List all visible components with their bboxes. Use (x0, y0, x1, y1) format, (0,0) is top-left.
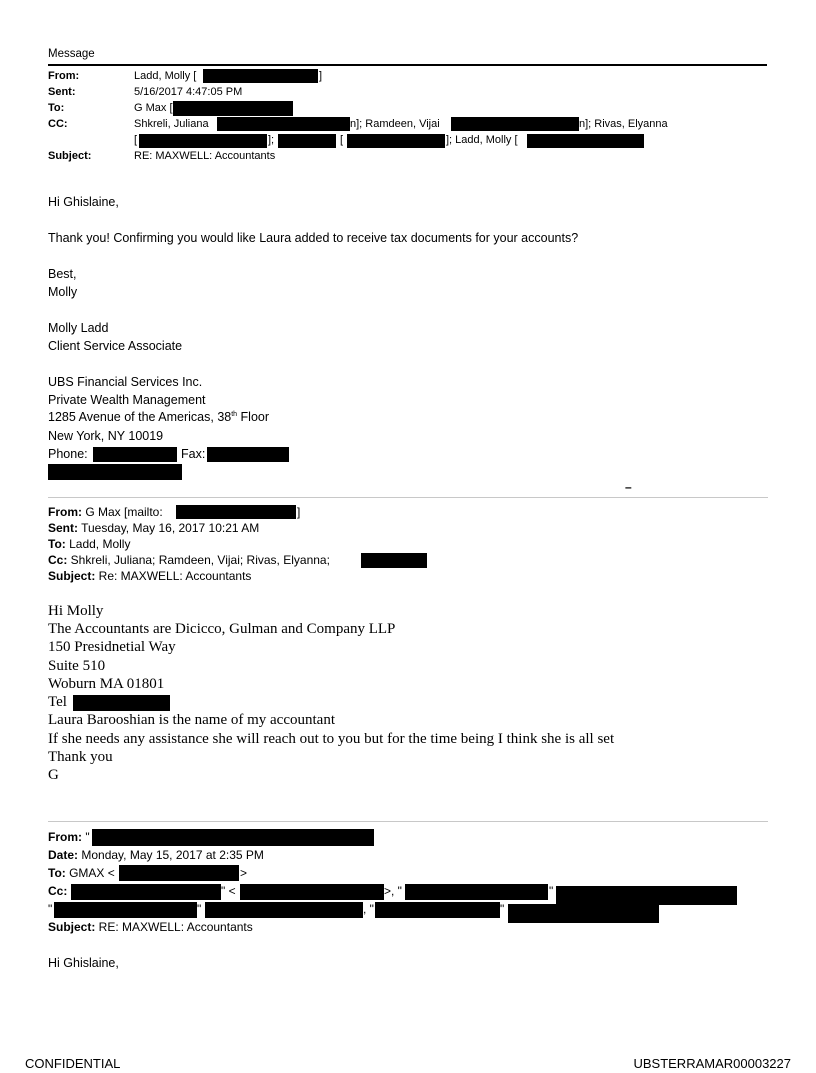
email3-cc-label: Cc: (48, 884, 68, 898)
email2-line: Hi Molly (48, 603, 104, 619)
redaction (207, 447, 289, 462)
from-value: Ladd, Molly [ (134, 70, 197, 82)
email3-cc2-q4: " (500, 902, 505, 916)
email2-line: Woburn MA 01801 (48, 676, 165, 692)
header-rule (48, 64, 767, 66)
email2-to: To: Ladd, Molly (48, 537, 131, 551)
redaction (205, 902, 363, 918)
to-value: G Max [ (134, 102, 173, 114)
email3-cc2-q3: , " (363, 902, 374, 916)
email2-cc: Cc: Shkreli, Juliana; Ramdeen, Vijai; Rivas, Elyanna; (48, 553, 330, 567)
redaction (173, 101, 293, 116)
email3-cc-q3: " (549, 884, 554, 898)
email3-to-close: > (240, 866, 248, 880)
redaction (176, 505, 296, 519)
cc2-part-3: ]; Ladd, Molly [ (446, 134, 518, 146)
subject-value: RE: MAXWELL: Accountants (134, 150, 276, 162)
email2-line: G (48, 767, 59, 783)
from-label: From: (48, 70, 80, 82)
email3-date: Date: Monday, May 15, 2017 at 2:35 PM (48, 848, 264, 862)
signature-fax-label: Fax: (181, 447, 206, 461)
sent-value: 5/16/2017 4:47:05 PM (134, 86, 243, 98)
dash-mark: – (625, 480, 632, 494)
email3-from: From: " (48, 830, 90, 844)
message-title: Message (48, 48, 95, 60)
cc2-open: [ (134, 134, 138, 146)
redaction (556, 886, 737, 905)
redaction (278, 134, 336, 148)
email3-cc-q2: >, " (384, 884, 402, 898)
redaction (240, 884, 384, 900)
redaction (405, 884, 548, 900)
signature-city: New York, NY 10019 (48, 429, 164, 443)
email2-from-close: ] (297, 505, 301, 519)
redaction (119, 865, 239, 881)
email2-line: Tel (48, 694, 67, 710)
email1-body: Thank you! Confirming you would like Laura added to receive tax documents for your accounts? (48, 231, 579, 245)
email2-line: If she needs any assistance she will reach out to you but for the time being I think she is all set (48, 731, 615, 747)
cc-part-2: n]; Rivas, Elyanna (579, 118, 668, 130)
signature-address: 1285 Avenue of the Americas, 38th Floor (48, 410, 270, 424)
email2-sent: Sent: Tuesday, May 16, 2017 10:21 AM (48, 521, 260, 535)
cc-name-1: Shkreli, Juliana (134, 118, 209, 130)
from-close: ] (319, 70, 323, 82)
signature-division: Private Wealth Management (48, 393, 206, 407)
signature-title: Client Service Associate (48, 339, 183, 353)
email3-cc2-q1: " (48, 902, 53, 916)
redaction (217, 117, 350, 131)
email1-closing: Best, (48, 267, 77, 281)
redaction (203, 69, 318, 83)
redaction (375, 902, 500, 918)
redaction (93, 447, 177, 462)
email1-greeting: Hi Ghislaine, (48, 195, 119, 209)
cc2-part-2: [ (340, 134, 344, 146)
signature-company: UBS Financial Services Inc. (48, 375, 203, 389)
redaction (451, 117, 579, 131)
cc2-part-1: ]; (268, 134, 275, 146)
separator (48, 497, 768, 498)
email1-closing-name: Molly (48, 285, 78, 299)
email2-line: Laura Barooshian is the name of my accountant (48, 712, 335, 728)
email2-line: 150 Presidnetial Way (48, 639, 176, 655)
cc-part-1: n]; Ramdeen, Vijai (350, 118, 440, 130)
redaction (508, 904, 659, 923)
redaction (347, 134, 445, 148)
cc-label: CC: (48, 118, 68, 130)
sent-label: Sent: (48, 86, 76, 98)
email2-from: From: G Max [mailto: (48, 505, 163, 519)
email2-subject: Subject: Re: MAXWELL: Accountants (48, 569, 252, 583)
email3-cc2-q2: " (197, 902, 202, 916)
signature-name: Molly Ladd (48, 321, 109, 335)
email2-line: Thank you (48, 749, 113, 765)
subject-label: Subject: (48, 150, 92, 162)
redaction (92, 829, 374, 846)
signature-phone-label: Phone: (48, 447, 88, 461)
email2-line: The Accountants are Dicicco, Gulman and Company LLP (48, 621, 396, 637)
redaction (73, 695, 170, 711)
email3-subject: Subject: RE: MAXWELL: Accountants (48, 920, 253, 934)
email2-line: Suite 510 (48, 658, 106, 674)
to-label: To: (48, 102, 65, 114)
email3-greeting: Hi Ghislaine, (48, 956, 119, 970)
footer-confidential: CONFIDENTIAL (25, 1056, 121, 1071)
separator (48, 821, 768, 822)
email3-to: To: GMAX < (48, 866, 115, 880)
redaction (527, 134, 644, 148)
redaction (71, 884, 221, 900)
redaction (361, 553, 427, 568)
redaction (139, 134, 267, 148)
email3-cc-q1: " < (221, 884, 236, 898)
redaction (54, 902, 197, 918)
footer-bates-number: UBSTERRAMAR00003227 (633, 1056, 791, 1071)
redaction (48, 464, 182, 480)
